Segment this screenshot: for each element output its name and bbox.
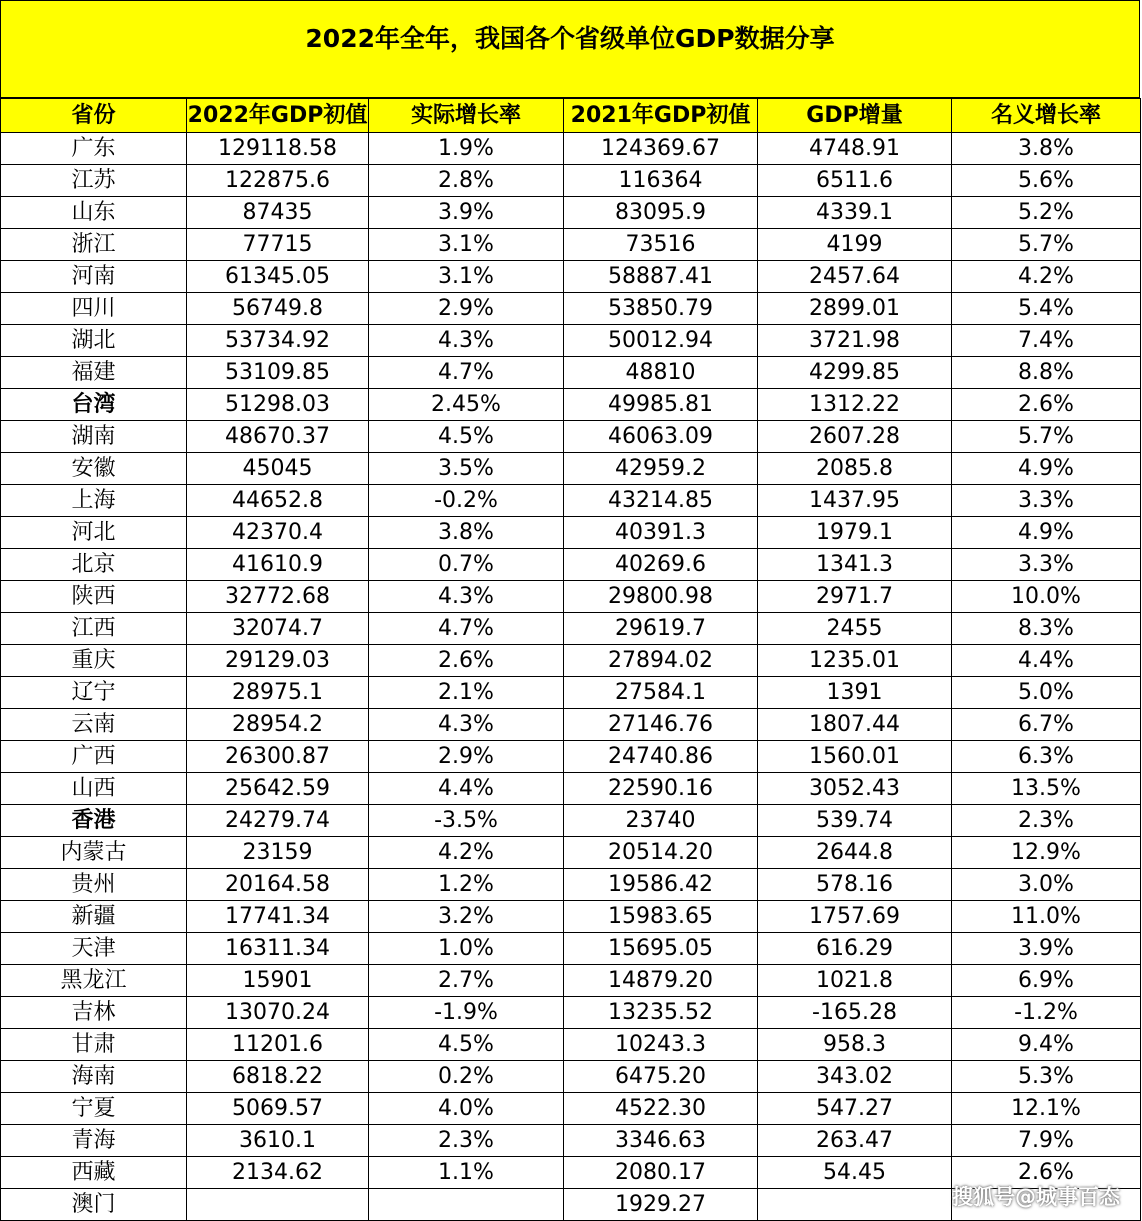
gdp-2022-cell: 3610.1 xyxy=(187,1125,369,1157)
gdp-2021-cell: 22590.16 xyxy=(564,773,758,805)
table-row xyxy=(1,517,1141,549)
real-growth-cell: -1.9% xyxy=(369,997,564,1029)
province-cell: 四川 xyxy=(1,293,187,325)
real-growth-cell: -3.5% xyxy=(369,805,564,837)
gdp-increase-cell: 2644.8 xyxy=(758,837,952,869)
real-growth-cell: 4.3% xyxy=(369,325,564,357)
table-row xyxy=(1,933,1141,965)
gdp-2022-cell: 2134.62 xyxy=(187,1157,369,1189)
real-growth-cell: 4.3% xyxy=(369,581,564,613)
gdp-2021-cell: 43214.85 xyxy=(564,485,758,517)
table-row xyxy=(1,1093,1141,1125)
province-cell: 内蒙古 xyxy=(1,837,187,869)
gdp-2022-cell: 87435 xyxy=(187,197,369,229)
gdp-2021-cell: 13235.52 xyxy=(564,997,758,1029)
gdp-2022-cell: 6818.22 xyxy=(187,1061,369,1093)
gdp-2022-cell: 15901 xyxy=(187,965,369,997)
province-cell: 安徽 xyxy=(1,453,187,485)
real-growth-cell: 3.9% xyxy=(369,197,564,229)
gdp-2021-cell: 49985.81 xyxy=(564,389,758,421)
gdp-2021-cell: 29800.98 xyxy=(564,581,758,613)
nominal-growth-cell: 9.4% xyxy=(952,1029,1141,1061)
table-row xyxy=(1,1029,1141,1061)
gdp-2022-cell: 5069.57 xyxy=(187,1093,369,1125)
province-cell: 澳门 xyxy=(1,1189,187,1221)
real-growth-cell: 2.7% xyxy=(369,965,564,997)
real-growth-cell: 4.5% xyxy=(369,421,564,453)
nominal-growth-cell: 10.0% xyxy=(952,581,1141,613)
province-cell: 浙江 xyxy=(1,229,187,261)
gdp-2022-cell: 32772.68 xyxy=(187,581,369,613)
gdp-increase-cell: 54.45 xyxy=(758,1157,952,1189)
gdp-2022-cell: 11201.6 xyxy=(187,1029,369,1061)
nominal-growth-cell: 7.4% xyxy=(952,325,1141,357)
table-row xyxy=(1,709,1141,741)
gdp-2022-cell: 45045 xyxy=(187,453,369,485)
nominal-growth-cell: 5.7% xyxy=(952,421,1141,453)
nominal-growth-cell: 5.0% xyxy=(952,677,1141,709)
watermark-text: 搜狐号@城事百态 xyxy=(952,1185,1120,1209)
real-growth-cell: 3.2% xyxy=(369,901,564,933)
province-cell: 山西 xyxy=(1,773,187,805)
province-cell: 广西 xyxy=(1,741,187,773)
gdp-2021-cell: 124369.67 xyxy=(564,133,758,165)
gdp-increase-cell: 6511.6 xyxy=(758,165,952,197)
gdp-2021-cell: 15695.05 xyxy=(564,933,758,965)
gdp-2022-cell: 51298.03 xyxy=(187,389,369,421)
gdp-increase-cell: 4748.91 xyxy=(758,133,952,165)
gdp-2021-cell: 14879.20 xyxy=(564,965,758,997)
table-row xyxy=(1,229,1141,261)
header-row xyxy=(1,99,1141,133)
gdp-increase-cell: 1979.1 xyxy=(758,517,952,549)
gdp-increase-cell: 4299.85 xyxy=(758,357,952,389)
gdp-2021-cell: 19586.42 xyxy=(564,869,758,901)
real-growth-cell: 3.1% xyxy=(369,261,564,293)
table-row xyxy=(1,1061,1141,1093)
nominal-growth-cell: 4.9% xyxy=(952,517,1141,549)
gdp-increase-cell: 2971.7 xyxy=(758,581,952,613)
real-growth-cell: 2.3% xyxy=(369,1125,564,1157)
nominal-growth-cell: 5.7% xyxy=(952,229,1141,261)
table-row xyxy=(1,741,1141,773)
real-growth-cell: 2.1% xyxy=(369,677,564,709)
nominal-growth-cell: 2.6% xyxy=(952,389,1141,421)
nominal-growth-cell: 4.2% xyxy=(952,261,1141,293)
province-cell: 云南 xyxy=(1,709,187,741)
table-row xyxy=(1,389,1141,421)
gdp-2022-cell: 26300.87 xyxy=(187,741,369,773)
nominal-growth-cell: 13.5% xyxy=(952,773,1141,805)
gdp-increase-cell: 547.27 xyxy=(758,1093,952,1125)
gdp-increase-cell: 1235.01 xyxy=(758,645,952,677)
gdp-increase-cell: 3721.98 xyxy=(758,325,952,357)
table-row xyxy=(1,293,1141,325)
gdp-2022-cell: 44652.8 xyxy=(187,485,369,517)
table-row xyxy=(1,773,1141,805)
nominal-growth-cell: 12.9% xyxy=(952,837,1141,869)
gdp-2021-cell: 2080.17 xyxy=(564,1157,758,1189)
real-growth-cell: 2.45% xyxy=(369,389,564,421)
nominal-growth-cell: 5.3% xyxy=(952,1061,1141,1093)
province-cell: 甘肃 xyxy=(1,1029,187,1061)
table-row xyxy=(1,549,1141,581)
province-cell: 上海 xyxy=(1,485,187,517)
table-row xyxy=(1,581,1141,613)
header-gdp-2021: 2021年GDP初值 xyxy=(564,99,758,133)
table-row xyxy=(1,325,1141,357)
gdp-2022-cell: 53734.92 xyxy=(187,325,369,357)
gdp-increase-cell: 1807.44 xyxy=(758,709,952,741)
nominal-growth-cell: 6.9% xyxy=(952,965,1141,997)
gdp-2021-cell: 27894.02 xyxy=(564,645,758,677)
real-growth-cell: -0.2% xyxy=(369,485,564,517)
real-growth-cell: 4.0% xyxy=(369,1093,564,1125)
real-growth-cell: 4.2% xyxy=(369,837,564,869)
gdp-2021-cell: 3346.63 xyxy=(564,1125,758,1157)
gdp-2021-cell: 50012.94 xyxy=(564,325,758,357)
gdp-2021-cell: 24740.86 xyxy=(564,741,758,773)
nominal-growth-cell: 7.9% xyxy=(952,1125,1141,1157)
province-cell: 西藏 xyxy=(1,1157,187,1189)
header-real-growth: 实际增长率 xyxy=(369,99,564,133)
table-row xyxy=(1,677,1141,709)
table-row xyxy=(1,133,1141,165)
province-cell: 台湾 xyxy=(1,389,187,421)
header-nominal-growth: 名义增长率 xyxy=(952,99,1141,133)
province-cell: 新疆 xyxy=(1,901,187,933)
nominal-growth-cell: 11.0% xyxy=(952,901,1141,933)
province-cell: 广东 xyxy=(1,133,187,165)
gdp-2021-cell: 27584.1 xyxy=(564,677,758,709)
gdp-2021-cell: 4522.30 xyxy=(564,1093,758,1125)
province-cell: 湖南 xyxy=(1,421,187,453)
real-growth-cell: 4.3% xyxy=(369,709,564,741)
table-row xyxy=(1,453,1141,485)
gdp-2022-cell: 28975.1 xyxy=(187,677,369,709)
gdp-2021-cell: 10243.3 xyxy=(564,1029,758,1061)
gdp-2022-cell: 23159 xyxy=(187,837,369,869)
province-cell: 河北 xyxy=(1,517,187,549)
nominal-growth-cell: 4.4% xyxy=(952,645,1141,677)
header-gdp-increase: GDP增量 xyxy=(758,99,952,133)
province-cell: 山东 xyxy=(1,197,187,229)
gdp-increase-cell: 1560.01 xyxy=(758,741,952,773)
gdp-2022-cell: 24279.74 xyxy=(187,805,369,837)
nominal-growth-cell: 8.8% xyxy=(952,357,1141,389)
gdp-2021-cell: 53850.79 xyxy=(564,293,758,325)
province-cell: 陕西 xyxy=(1,581,187,613)
gdp-2022-cell: 13070.24 xyxy=(187,997,369,1029)
gdp-2021-cell: 1929.27 xyxy=(564,1189,758,1221)
real-growth-cell: 2.9% xyxy=(369,741,564,773)
real-growth-cell: 4.7% xyxy=(369,613,564,645)
real-growth-cell: 3.8% xyxy=(369,517,564,549)
nominal-growth-cell: 5.4% xyxy=(952,293,1141,325)
gdp-increase-cell: 4199 xyxy=(758,229,952,261)
gdp-2022-cell: 28954.2 xyxy=(187,709,369,741)
table-row xyxy=(1,613,1141,645)
real-growth-cell: 0.7% xyxy=(369,549,564,581)
gdp-increase-cell: 4339.1 xyxy=(758,197,952,229)
province-cell: 河南 xyxy=(1,261,187,293)
province-cell: 重庆 xyxy=(1,645,187,677)
gdp-increase-cell: 539.74 xyxy=(758,805,952,837)
gdp-increase-cell: 263.47 xyxy=(758,1125,952,1157)
province-cell: 吉林 xyxy=(1,997,187,1029)
table-body xyxy=(1,133,1141,1221)
page-title: 2022年全年，我国各个省级单位GDP数据分享 xyxy=(305,24,835,53)
gdp-2021-cell: 46063.09 xyxy=(564,421,758,453)
gdp-table xyxy=(0,98,1141,1221)
table-row xyxy=(1,965,1141,997)
table-row xyxy=(1,997,1141,1029)
gdp-increase-cell: -165.28 xyxy=(758,997,952,1029)
header-gdp-2022: 2022年GDP初值 xyxy=(187,99,369,133)
real-growth-cell: 0.2% xyxy=(369,1061,564,1093)
province-cell: 贵州 xyxy=(1,869,187,901)
gdp-increase-cell: 2455 xyxy=(758,613,952,645)
gdp-2022-cell: 48670.37 xyxy=(187,421,369,453)
nominal-growth-cell: 5.2% xyxy=(952,197,1141,229)
real-growth-cell: 3.1% xyxy=(369,229,564,261)
gdp-increase-cell: 958.3 xyxy=(758,1029,952,1061)
nominal-growth-cell: 2.6% xyxy=(952,1157,1141,1189)
real-growth-cell: 2.9% xyxy=(369,293,564,325)
gdp-2022-cell: 32074.7 xyxy=(187,613,369,645)
gdp-2022-cell: 41610.9 xyxy=(187,549,369,581)
real-growth-cell: 1.2% xyxy=(369,869,564,901)
province-cell: 湖北 xyxy=(1,325,187,357)
real-growth-cell: 1.9% xyxy=(369,133,564,165)
gdp-2022-cell: 122875.6 xyxy=(187,165,369,197)
gdp-increase-cell: 1341.3 xyxy=(758,549,952,581)
real-growth-cell: 3.5% xyxy=(369,453,564,485)
title-band xyxy=(0,0,1140,98)
gdp-2022-cell: 56749.8 xyxy=(187,293,369,325)
province-cell: 江西 xyxy=(1,613,187,645)
gdp-2022-cell: 16311.34 xyxy=(187,933,369,965)
gdp-2022-cell: 29129.03 xyxy=(187,645,369,677)
nominal-growth-cell: 3.8% xyxy=(952,133,1141,165)
gdp-2021-cell: 27146.76 xyxy=(564,709,758,741)
province-cell: 福建 xyxy=(1,357,187,389)
nominal-growth-cell: 3.0% xyxy=(952,869,1141,901)
province-cell: 海南 xyxy=(1,1061,187,1093)
table-row xyxy=(1,837,1141,869)
gdp-2021-cell: 40391.3 xyxy=(564,517,758,549)
table-row xyxy=(1,901,1141,933)
gdp-increase-cell: 2457.64 xyxy=(758,261,952,293)
nominal-growth-cell: -1.2% xyxy=(952,997,1141,1029)
real-growth-cell: 2.8% xyxy=(369,165,564,197)
gdp-increase-cell: 2085.8 xyxy=(758,453,952,485)
gdp-2021-cell: 29619.7 xyxy=(564,613,758,645)
province-cell: 北京 xyxy=(1,549,187,581)
gdp-increase-cell: 1391 xyxy=(758,677,952,709)
gdp-2021-cell: 48810 xyxy=(564,357,758,389)
nominal-growth-cell: 3.9% xyxy=(952,933,1141,965)
province-cell: 黑龙江 xyxy=(1,965,187,997)
gdp-2021-cell: 73516 xyxy=(564,229,758,261)
gdp-2022-cell: 129118.58 xyxy=(187,133,369,165)
gdp-increase-cell: 1312.22 xyxy=(758,389,952,421)
gdp-2022-cell: 42370.4 xyxy=(187,517,369,549)
province-cell: 辽宁 xyxy=(1,677,187,709)
table-row xyxy=(1,421,1141,453)
gdp-increase-cell: 1021.8 xyxy=(758,965,952,997)
real-growth-cell: 2.6% xyxy=(369,645,564,677)
gdp-increase-cell: 2899.01 xyxy=(758,293,952,325)
province-cell: 香港 xyxy=(1,805,187,837)
gdp-increase-cell: 616.29 xyxy=(758,933,952,965)
gdp-increase-cell: 1757.69 xyxy=(758,901,952,933)
real-growth-cell: 4.4% xyxy=(369,773,564,805)
gdp-2021-cell: 42959.2 xyxy=(564,453,758,485)
table-row xyxy=(1,485,1141,517)
table-row xyxy=(1,261,1141,293)
header-province: 省份 xyxy=(1,99,187,133)
gdp-2021-cell: 23740 xyxy=(564,805,758,837)
gdp-2022-cell: 17741.34 xyxy=(187,901,369,933)
nominal-growth-cell: 3.3% xyxy=(952,485,1141,517)
gdp-increase-cell: 2607.28 xyxy=(758,421,952,453)
gdp-increase-cell xyxy=(758,1189,952,1221)
nominal-growth-cell: 4.9% xyxy=(952,453,1141,485)
gdp-2021-cell: 20514.20 xyxy=(564,837,758,869)
table-row xyxy=(1,645,1141,677)
gdp-increase-cell: 578.16 xyxy=(758,869,952,901)
nominal-growth-cell: 3.3% xyxy=(952,549,1141,581)
gdp-2022-cell: 53109.85 xyxy=(187,357,369,389)
gdp-2021-cell: 15983.65 xyxy=(564,901,758,933)
gdp-increase-cell: 3052.43 xyxy=(758,773,952,805)
gdp-2022-cell: 20164.58 xyxy=(187,869,369,901)
nominal-growth-cell: 6.3% xyxy=(952,741,1141,773)
real-growth-cell xyxy=(369,1189,564,1221)
province-cell: 天津 xyxy=(1,933,187,965)
gdp-2022-cell xyxy=(187,1189,369,1221)
gdp-increase-cell: 343.02 xyxy=(758,1061,952,1093)
gdp-2022-cell: 61345.05 xyxy=(187,261,369,293)
table-row xyxy=(1,1125,1141,1157)
real-growth-cell: 1.0% xyxy=(369,933,564,965)
gdp-2021-cell: 6475.20 xyxy=(564,1061,758,1093)
real-growth-cell: 4.7% xyxy=(369,357,564,389)
gdp-2021-cell: 83095.9 xyxy=(564,197,758,229)
nominal-growth-cell: 8.3% xyxy=(952,613,1141,645)
table-row xyxy=(1,197,1141,229)
real-growth-cell: 4.5% xyxy=(369,1029,564,1061)
gdp-2022-cell: 25642.59 xyxy=(187,773,369,805)
table-row xyxy=(1,805,1141,837)
nominal-growth-cell: 12.1% xyxy=(952,1093,1141,1125)
nominal-growth-cell: 6.7% xyxy=(952,709,1141,741)
table-row xyxy=(1,869,1141,901)
table-row xyxy=(1,357,1141,389)
gdp-2021-cell: 116364 xyxy=(564,165,758,197)
gdp-2022-cell: 77715 xyxy=(187,229,369,261)
province-cell: 宁夏 xyxy=(1,1093,187,1125)
nominal-growth-cell: 2.3% xyxy=(952,805,1141,837)
province-cell: 青海 xyxy=(1,1125,187,1157)
real-growth-cell: 1.1% xyxy=(369,1157,564,1189)
gdp-2021-cell: 40269.6 xyxy=(564,549,758,581)
table-row xyxy=(1,165,1141,197)
gdp-2021-cell: 58887.41 xyxy=(564,261,758,293)
gdp-increase-cell: 1437.95 xyxy=(758,485,952,517)
nominal-growth-cell: 5.6% xyxy=(952,165,1141,197)
province-cell: 江苏 xyxy=(1,165,187,197)
